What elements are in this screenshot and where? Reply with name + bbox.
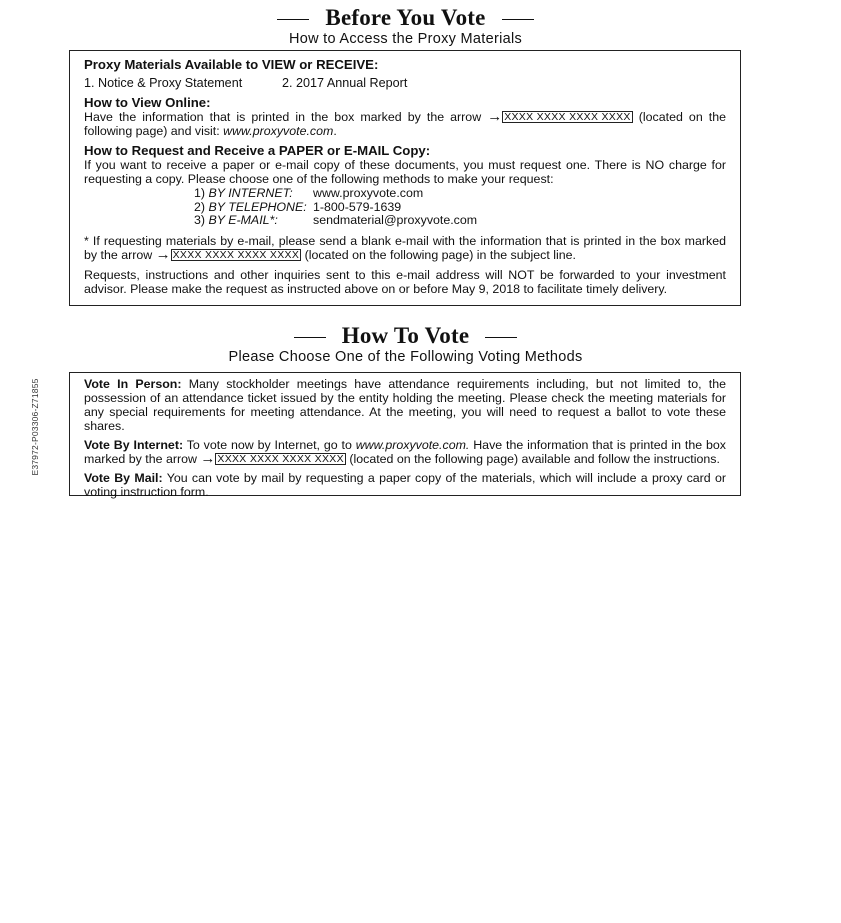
arrow-icon: →: [487, 108, 503, 125]
request-heading: How to Request and Receive a PAPER or E-MAIL Copy:: [84, 143, 431, 158]
method-row-email: 3) BY E-MAIL*: sendmaterial@proxyvote.com: [194, 213, 478, 227]
vote-by-internet: Vote By Internet: To vote now by Internet, go to www.proxyvote.com. Have the information that is printed in the box marked by the arrow → XXXX XXXX XXXX XXXX (located on the following page) available and follow the instructions.: [84, 438, 726, 467]
title-rule-left: [294, 337, 326, 338]
method-value[interactable]: 1-800-579-1639: [313, 199, 402, 214]
control-number-box: XXXX XXXX XXXX XXXX: [217, 453, 344, 465]
materials-heading: Proxy Materials Available to VIEW or RECEIVE:: [84, 57, 379, 72]
vote-by-mail: Vote By Mail: You can vote by mail by requesting a paper copy of the materials, which will include a proxy card or voting instruction form.: [84, 471, 726, 499]
requests-note: Requests, instructions and other inquiries sent to this e-mail address will NOT be forwarded to your investment advisor. Please make the request as instructed above on or before May 9, 2018 to facilitate timely delivery.: [84, 267, 726, 296]
website-link[interactable]: www.proxyvote.com.: [355, 438, 470, 452]
title-rule-right: [502, 19, 534, 20]
section-title: [0, 323, 811, 349]
method-value[interactable]: sendmaterial@proxyvote.com: [313, 213, 478, 227]
title-rule-left: [277, 19, 309, 20]
section-title: [0, 5, 811, 31]
how-to-vote-heading: [0, 323, 811, 366]
arrow-icon: →: [155, 245, 171, 263]
howto-title: How To Vote: [341, 323, 470, 348]
howto-subtitle: Please Choose One of the Following Voting Methods: [228, 349, 583, 365]
before-title: Before You Vote: [325, 5, 486, 30]
material-item: 2. 2017 Annual Report: [282, 76, 408, 90]
vote-in-person-label: Vote In Person:: [84, 377, 182, 391]
title-rule-right: [485, 337, 517, 338]
voting-methods-box: [69, 372, 741, 499]
email-note: * If requesting materials by e-mail, please send a blank e-mail with the information that is printed in the box marked by the arrow → XXXX XXXX XXXX XXXX (located on the following page) in the subject line.: [84, 233, 726, 263]
vote-by-internet-label: Vote By Internet:: [84, 438, 184, 452]
method-value[interactable]: www.proxyvote.com: [313, 186, 424, 200]
control-number-box: XXXX XXXX XXXX XXXX: [172, 248, 300, 261]
method-row-telephone: 2) BY TELEPHONE: 1-800-579-1639: [194, 199, 402, 214]
control-number-box: XXXX XXXX XXXX XXXX: [504, 111, 631, 123]
request-methods-list: [194, 187, 726, 228]
method-row-internet: 1) BY INTERNET: www.proxyvote.com: [194, 186, 424, 200]
view-online-text: Have the information that is printed in the box marked by the arrow → XXXX XXXX XXXX XXXX (located on the following page) and visit: www.proxyvote.com.: [84, 108, 726, 138]
view-online-heading: How to View Online:: [84, 95, 211, 110]
request-text: If you want to receive a paper or e-mail copy of these documents, you must request one. There is NO charge for requesting a copy. Please choose one of the following methods to make your request:: [84, 158, 726, 186]
arrow-icon: →: [200, 450, 216, 467]
materials-list: [84, 76, 726, 90]
before-you-vote-heading: [0, 5, 811, 48]
proxy-materials-box: [69, 50, 741, 306]
vote-in-person: Vote In Person: Many stockholder meetings have attendance requirements including, but not limited to, the possession of an attendance ticket issued by the entity holding the meeting. Please check the meeting materials for any special requirements for meeting attendance. At the meeting, you will need to request a ballot to vote these shares.: [84, 377, 726, 433]
website-link[interactable]: www.proxyvote.com: [223, 124, 334, 138]
document-code: E37972-P03306-Z71855: [30, 378, 40, 476]
vote-by-mail-label: Vote By Mail:: [84, 471, 163, 485]
material-item: 1. Notice & Proxy Statement: [84, 76, 243, 90]
before-subtitle: How to Access the Proxy Materials: [288, 31, 523, 47]
